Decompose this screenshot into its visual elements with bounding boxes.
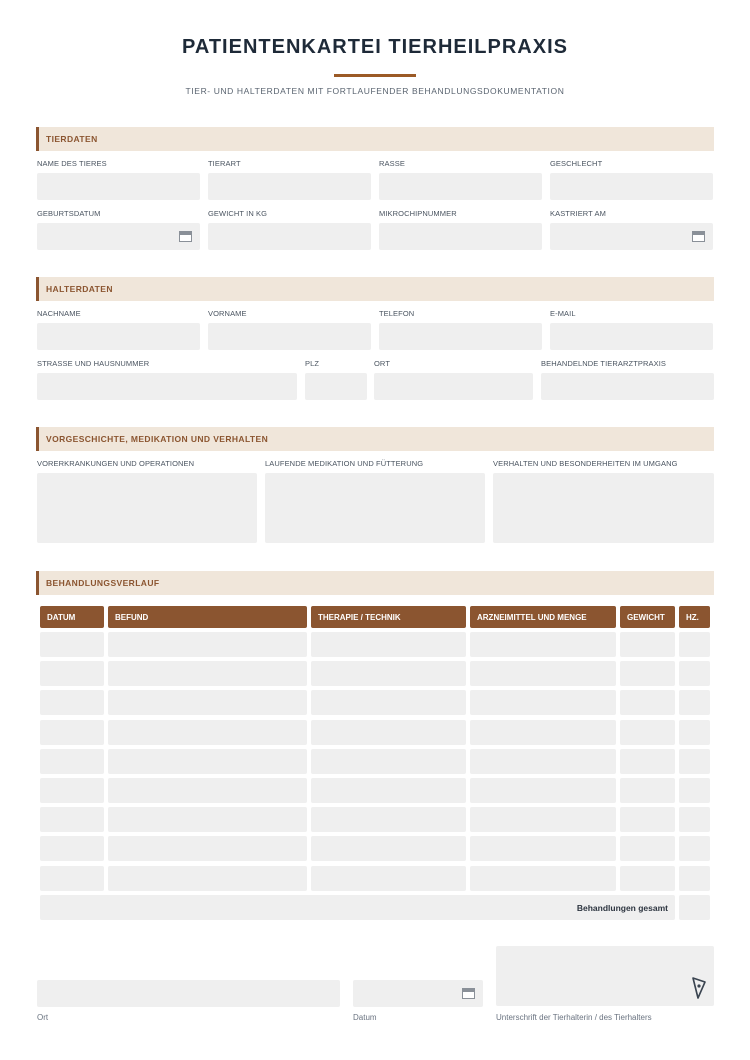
datum-cell[interactable] — [40, 778, 104, 803]
section-title: BEHANDLUNGSVERLAUF — [46, 578, 160, 588]
arzneimittel-cell[interactable] — [470, 661, 616, 686]
hz-cell[interactable] — [679, 632, 710, 657]
arzneimittel-cell[interactable] — [470, 807, 616, 832]
gewicht-cell[interactable] — [620, 749, 675, 774]
gewicht-cell[interactable] — [620, 866, 675, 891]
column-header-therapie: THERAPIE / TECHNIK — [311, 606, 466, 628]
verhalten-label: VERHALTEN UND BESONDERHEITEN IM UMGANG — [493, 459, 678, 468]
gewicht-cell[interactable] — [620, 690, 675, 715]
tierart-field[interactable] — [208, 173, 371, 200]
hz-cell[interactable] — [679, 720, 710, 745]
praxis-label: BEHANDELNDE TIERARZTPRAXIS — [541, 359, 666, 368]
hz-cell[interactable] — [679, 749, 710, 774]
column-header-hz: HZ. — [679, 606, 710, 628]
befund-cell[interactable] — [108, 720, 307, 745]
datum-cell[interactable] — [40, 720, 104, 745]
section-title: HALTERDATEN — [46, 284, 113, 294]
therapie-cell[interactable] — [311, 778, 466, 803]
arzneimittel-cell[interactable] — [470, 690, 616, 715]
therapie-cell[interactable] — [311, 807, 466, 832]
gewicht-cell[interactable] — [620, 661, 675, 686]
vorname-label: VORNAME — [208, 309, 247, 318]
datum-caption: Datum — [353, 1013, 377, 1022]
medikation-label: LAUFENDE MEDIKATION UND FÜTTERUNG — [265, 459, 424, 468]
rasse-label: RASSE — [379, 159, 405, 168]
vorerkrankungen-textarea[interactable] — [37, 473, 257, 543]
column-header-arzneimittel: ARZNEIMITTEL UND MENGE — [470, 606, 616, 628]
unterschrift-caption: Unterschrift der Tierhalterin / des Tierhalters — [496, 1013, 652, 1022]
gewicht-field[interactable] — [208, 223, 371, 250]
hz-cell[interactable] — [679, 690, 710, 715]
hz-cell[interactable] — [679, 807, 710, 832]
arzneimittel-cell[interactable] — [470, 720, 616, 745]
geschlecht-label: GESCHLECHT — [550, 159, 603, 168]
signature-field[interactable] — [496, 946, 714, 1006]
ort-field[interactable] — [374, 373, 533, 400]
total-count-field[interactable] — [679, 895, 710, 920]
arzneimittel-cell[interactable] — [470, 866, 616, 891]
ort-signature-field[interactable] — [37, 980, 340, 1007]
vorerkrankungen-label: VORERKRANKUNGEN UND OPERATIONEN — [37, 459, 195, 468]
section-header-tierdaten — [36, 127, 714, 151]
datum-signature-field[interactable] — [353, 980, 483, 1007]
column-header-datum: DATUM — [40, 606, 104, 628]
gewicht-cell[interactable] — [620, 836, 675, 861]
kastriert-label: KASTRIERT AM — [550, 209, 606, 218]
mikrochip-field[interactable] — [379, 223, 542, 250]
arzneimittel-cell[interactable] — [470, 632, 616, 657]
befund-cell[interactable] — [108, 661, 307, 686]
therapie-cell[interactable] — [311, 836, 466, 861]
rasse-field[interactable] — [379, 173, 542, 200]
datum-cell[interactable] — [40, 690, 104, 715]
datum-cell[interactable] — [40, 836, 104, 861]
geschlecht-field[interactable] — [550, 173, 713, 200]
strasse-field[interactable] — [37, 373, 297, 400]
arzneimittel-cell[interactable] — [470, 778, 616, 803]
column-header-befund: BEFUND — [108, 606, 307, 628]
praxis-field[interactable] — [541, 373, 714, 400]
section-title: VORGESCHICHTE, MEDIKATION UND VERHALTEN — [46, 434, 269, 444]
gewicht-cell[interactable] — [620, 720, 675, 745]
therapie-cell[interactable] — [311, 661, 466, 686]
page-subtitle: TIER- UND HALTERDATEN MIT FORTLAUFENDER BEHANDLUNGSDOKUMENTATION — [185, 86, 565, 96]
section-header-vorgeschichte — [36, 427, 714, 451]
geburtsdatum-field[interactable] — [37, 223, 200, 250]
datum-cell[interactable] — [40, 807, 104, 832]
datum-cell[interactable] — [40, 661, 104, 686]
kastriert-field[interactable] — [550, 223, 713, 250]
geburtsdatum-label: GEBURTSDATUM — [37, 209, 101, 218]
therapie-cell[interactable] — [311, 749, 466, 774]
befund-cell[interactable] — [108, 778, 307, 803]
datum-cell[interactable] — [40, 749, 104, 774]
therapie-cell[interactable] — [311, 690, 466, 715]
vorname-field[interactable] — [208, 323, 371, 350]
section-title: TIERDATEN — [46, 134, 98, 144]
befund-cell[interactable] — [108, 866, 307, 891]
strasse-label: STRASSE UND HAUSNUMMER — [37, 359, 150, 368]
medikation-textarea[interactable] — [265, 473, 485, 543]
pen-nib-icon — [690, 976, 708, 1000]
email-label: E-MAIL — [550, 309, 576, 318]
total-row — [40, 895, 675, 920]
therapie-cell[interactable] — [311, 632, 466, 657]
section-header-behandlungsverlauf — [36, 571, 714, 595]
calendar-icon[interactable] — [692, 231, 705, 242]
verhalten-textarea[interactable] — [493, 473, 714, 543]
calendar-icon[interactable] — [462, 988, 475, 999]
mikrochip-label: MIKROCHIPNUMMER — [379, 209, 457, 218]
ort-caption: Ort — [37, 1013, 49, 1022]
hz-cell[interactable] — [679, 778, 710, 803]
page-title: PATIENTENKARTEI TIERHEILPRAXIS — [182, 36, 568, 58]
datum-cell[interactable] — [40, 866, 104, 891]
nachname-label: NACHNAME — [37, 309, 81, 318]
email-field[interactable] — [550, 323, 713, 350]
plz-field[interactable] — [305, 373, 367, 400]
title-divider — [334, 74, 416, 77]
befund-cell[interactable] — [108, 749, 307, 774]
nachname-field[interactable] — [37, 323, 200, 350]
hz-cell[interactable] — [679, 836, 710, 861]
therapie-cell[interactable] — [311, 720, 466, 745]
section-header-halterdaten — [36, 277, 714, 301]
calendar-icon[interactable] — [179, 231, 192, 242]
arzneimittel-cell[interactable] — [470, 836, 616, 861]
ort-label: ORT — [374, 359, 390, 368]
arzneimittel-cell[interactable] — [470, 749, 616, 774]
gewicht-label: GEWICHT IN KG — [208, 209, 268, 218]
total-label: Behandlungen gesamt — [576, 903, 668, 913]
befund-cell[interactable] — [108, 836, 307, 861]
befund-cell[interactable] — [108, 690, 307, 715]
tiername-label: NAME DES TIERES — [37, 159, 107, 168]
column-header-gewicht: GEWICHT — [620, 606, 675, 628]
plz-label: PLZ — [305, 359, 320, 368]
datum-cell[interactable] — [40, 632, 104, 657]
telefon-field[interactable] — [379, 323, 542, 350]
hz-cell[interactable] — [679, 661, 710, 686]
gewicht-cell[interactable] — [620, 778, 675, 803]
tiername-field[interactable] — [37, 173, 200, 200]
therapie-cell[interactable] — [311, 866, 466, 891]
gewicht-cell[interactable] — [620, 632, 675, 657]
tierart-label: TIERART — [208, 159, 241, 168]
befund-cell[interactable] — [108, 632, 307, 657]
befund-cell[interactable] — [108, 807, 307, 832]
gewicht-cell[interactable] — [620, 807, 675, 832]
telefon-label: TELEFON — [379, 309, 415, 318]
hz-cell[interactable] — [679, 866, 710, 891]
